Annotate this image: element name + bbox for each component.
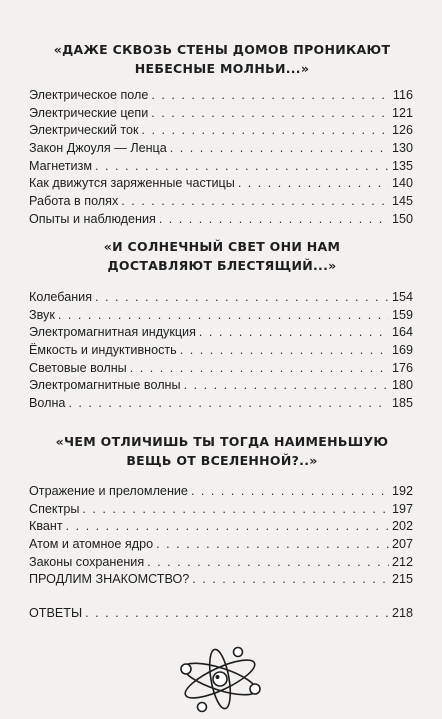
toc-entry-page: 126 (391, 123, 413, 138)
toc-entry (29, 571, 413, 589)
toc-leader-dots (85, 605, 389, 623)
toc-leader-dots (170, 140, 389, 158)
toc-entry (29, 140, 413, 158)
toc-entry-title: Отражение и преломление (29, 484, 188, 498)
section-heading-line: НЕБЕСНЫЕ МОЛНЬИ...» (134, 61, 310, 76)
section-heading-line: «И СОЛНЕЧНЫЙ СВЕТ ОНИ НАМ (103, 239, 341, 254)
toc-entry-page: 159 (391, 307, 413, 322)
toc-entry-page: 150 (391, 211, 413, 226)
toc-leader-dots (142, 122, 389, 140)
toc-leader-dots (180, 342, 389, 360)
toc-leader-dots (151, 87, 390, 105)
atom-icon (176, 645, 264, 713)
toc-leader-dots (159, 211, 389, 229)
toc-entry (29, 87, 413, 105)
toc-entry-page: 145 (391, 194, 413, 209)
toc-entry (29, 605, 413, 623)
toc-entry-page: 185 (391, 396, 413, 411)
toc-leader-dots (191, 483, 389, 501)
toc-entry (29, 483, 413, 501)
toc-entry (29, 175, 413, 193)
toc-entry-page: 176 (391, 360, 413, 375)
toc-entry-page: 215 (391, 572, 413, 586)
toc-leader-dots (68, 395, 389, 413)
toc-leader-dots (121, 193, 389, 211)
toc-entry (29, 554, 413, 572)
toc-entry (29, 536, 413, 554)
toc-entry-title: Электрическое поле (29, 88, 149, 102)
toc-entry (29, 360, 413, 378)
toc-leader-dots (147, 554, 389, 572)
toc-entry-title: Квант (29, 519, 63, 534)
toc-leader-dots (58, 307, 389, 325)
toc-entry-title: Спектры (29, 501, 80, 516)
toc-entry-title: Закон Джоуля — Ленца (29, 141, 167, 156)
toc-entry (29, 193, 413, 211)
section-heading-line: ВЕЩЬ ОТ ВСЕЛЕННОЙ?..» (126, 453, 318, 468)
toc-leader-dots (184, 377, 389, 395)
toc-list-extra (29, 571, 413, 589)
toc-entry-title: Звук (29, 307, 55, 322)
toc-entry-title: Как движутся заряженные частицы (29, 176, 235, 191)
toc-entry-page: 218 (391, 606, 413, 620)
toc-leader-dots (192, 571, 389, 589)
toc-entry-page: 212 (391, 554, 413, 569)
toc-entry (29, 342, 413, 360)
section-heading-line: «ЧЕМ ОТЛИЧИШЬ ТЫ ТОГДА НАИМЕНЬШУЮ (55, 434, 389, 449)
toc-entry-page: 121 (391, 105, 413, 120)
toc-entry (29, 158, 413, 176)
toc-leader-dots (95, 158, 389, 176)
toc-entry-title: Волна (29, 396, 66, 411)
toc-entry-page: 140 (391, 176, 413, 191)
toc-entry-page: 169 (391, 343, 413, 358)
toc-entry (29, 289, 413, 307)
toc-entry (29, 122, 413, 140)
toc-list (29, 483, 413, 571)
toc-leader-dots (82, 501, 389, 519)
toc-entry (29, 324, 413, 342)
toc-entry-title: Законы сохранения (29, 554, 145, 569)
section-heading (22, 40, 422, 78)
toc-list (29, 87, 413, 229)
section-heading (22, 432, 422, 470)
toc-leader-dots (156, 536, 389, 554)
toc-entry-page: 135 (391, 158, 413, 173)
toc-leader-dots (199, 324, 389, 342)
toc-entry-title: Электромагнитная индукция (29, 325, 196, 340)
toc-entry-page: 130 (391, 141, 413, 156)
toc-entry (29, 307, 413, 325)
toc-entry-page: 116 (392, 88, 413, 102)
toc-entry (29, 518, 413, 536)
toc-leader-dots (130, 360, 389, 378)
toc-entry (29, 377, 413, 395)
toc-entry-title: ПРОДЛИМ ЗНАКОМСТВО? (29, 572, 190, 586)
toc-entry-title: Электрические цепи (29, 105, 149, 120)
toc-entry-title: Электромагнитные волны (29, 378, 181, 393)
toc-entry-page: 164 (391, 325, 413, 340)
toc-entry-page: 202 (391, 519, 413, 534)
toc-entry-title: Электрический ток (29, 123, 139, 138)
toc-entry-title: Работа в полях (29, 194, 119, 209)
section-heading-line: ДОСТАВЛЯЮТ БЛЕСТЯЩИЙ...» (107, 258, 337, 273)
toc-list (29, 289, 413, 413)
toc-list-extra (29, 605, 413, 623)
toc-entry (29, 105, 413, 123)
toc-entry-title: Колебания (29, 290, 93, 304)
section-heading-line: «ДАЖЕ СКВОЗЬ СТЕНЫ ДОМОВ ПРОНИКАЮТ (53, 42, 391, 57)
toc-leader-dots (95, 289, 389, 307)
toc-entry-title: Ёмкость и индуктивность (29, 343, 177, 358)
toc-entry (29, 395, 413, 413)
toc-entry (29, 501, 413, 519)
toc-entry-page: 192 (391, 484, 413, 498)
toc-leader-dots (66, 518, 389, 536)
toc-entry-title: Магнетизм (29, 158, 93, 173)
section-heading (22, 237, 422, 275)
toc-entry (29, 211, 413, 229)
toc-entry-title: Атом и атомное ядро (29, 537, 154, 552)
toc-entry-page: 197 (391, 501, 413, 516)
toc-entry-page: 180 (391, 378, 413, 393)
toc-entry-page: 207 (391, 537, 413, 552)
toc-entry-title: Световые волны (29, 360, 127, 375)
toc-leader-dots (151, 105, 389, 123)
toc-leader-dots (238, 175, 389, 193)
toc-entry-title: ОТВЕТЫ (29, 606, 83, 620)
toc-entry-title: Опыты и наблюдения (29, 211, 156, 226)
toc-entry-page: 154 (391, 290, 413, 304)
